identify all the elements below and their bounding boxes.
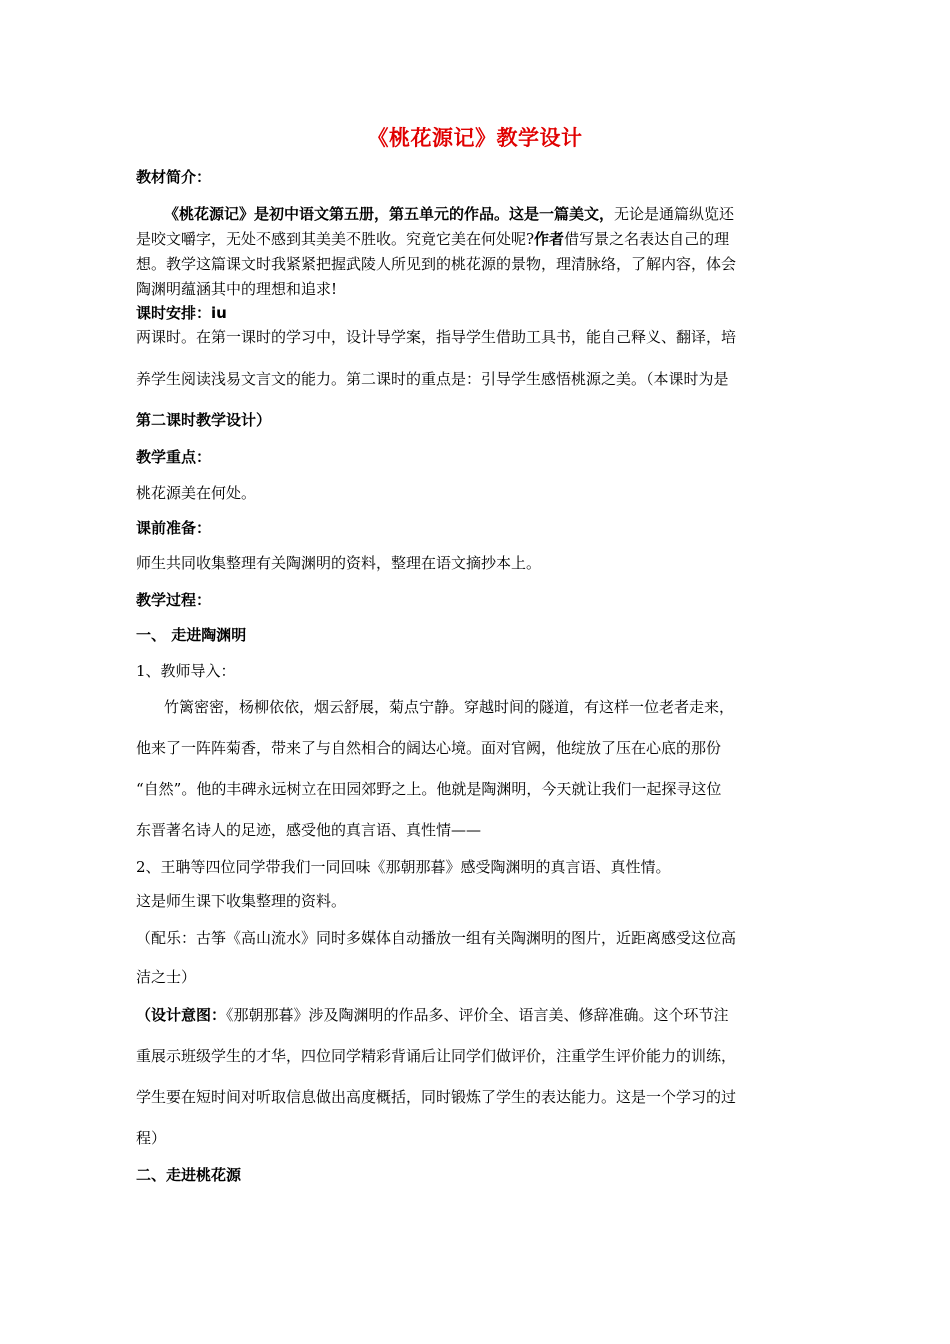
schedule-line-1: 两课时。在第一课时的学习中，设计导学案，指导学生借助工具书，能自己释义、翻译，培 — [136, 328, 737, 346]
schedule-line-2: 养学生阅读浅易文言文的能力。第二课时的重点是：引导学生感悟桃源之美。（本课时为是 — [136, 370, 729, 388]
prep-text: 师生共同收集整理有关陶渊明的资料，整理在语文摘抄本上。 — [136, 554, 542, 572]
design-intent-text: 《那朝那暮》涉及陶渊明的作品多、评价全、语言美、修辞准确。这个环节注 — [226, 1006, 729, 1024]
intro-text: 借写景之名表达自己的理 — [564, 230, 730, 248]
intro-heading: 教材简介： — [136, 168, 212, 186]
schedule-heading: 课时安排：iu — [136, 304, 227, 322]
schedule-line-3: 第二课时教学设计） — [136, 411, 272, 429]
intro-text: 无论是通篇纵览还 — [614, 205, 735, 223]
focus-text: 桃花源美在何处。 — [136, 484, 257, 502]
intro-paragraph-line-1: 竹篱密密，杨柳依依，烟云舒展，菊点宁静。穿越时间的隧道，有这样一位老者走来， — [164, 698, 735, 716]
intro-bold-text: 《桃花源记》是初中语文第五册，第五单元的作品。这是一篇美文， — [164, 205, 615, 223]
step-2: 2、王聃等四位同学带我们一同回味《那朝那暮》感受陶渊明的真言语、真性情。 — [136, 858, 671, 876]
intro-bold-text: 作者 — [534, 230, 565, 248]
design-intent-line-3: 学生要在短时间对听取信息做出高度概括，同时锻炼了学生的表达能力。这是一个学习的过 — [136, 1088, 737, 1106]
design-intent-line-2: 重展示班级学生的才华，四位同学精彩背诵后让同学们做评价，注重学生评价能力的训练， — [136, 1047, 737, 1065]
step-1: 1、教师导入： — [136, 662, 236, 680]
intro-paragraph-line-2: 他来了一阵阵菊香，带来了与自然相合的阔达心境。面对官阙，他绽放了压在心底的那份 — [136, 739, 722, 757]
step-2-note: 这是师生课下收集整理的资料。 — [136, 892, 347, 910]
music-note-line-1: （配乐：古筝《高山流水》同时多媒体自动播放一组有关陶渊明的图片，近距离感受这位高 — [136, 929, 737, 947]
document-title: 《桃花源记》教学设计 — [367, 126, 583, 150]
section-2-heading: 二、走进桃花源 — [136, 1166, 242, 1184]
intro-line-1 — [136, 203, 816, 225]
intro-paragraph-line-4: 东晋著名诗人的足迹，感受他的真言语、真性情—— — [136, 821, 482, 839]
intro-paragraph-line-3: “自然”。他的丰碑永远树立在田园郊野之上。他就是陶渊明，今天就让我们一起探寻这位 — [136, 780, 722, 798]
design-intent-line-1 — [136, 1004, 816, 1026]
section-1-heading: 一、 走进陶渊明 — [136, 626, 247, 644]
intro-line-3: 想。教学这篇课文时我紧紧把握武陵人所见到的桃花源的景物，理清脉络，了解内容，体会 — [136, 255, 737, 273]
prep-heading: 课前准备： — [136, 519, 212, 537]
intro-line-4: 陶渊明蕴涵其中的理想和追求! — [136, 280, 338, 298]
design-intent-line-4: 程） — [136, 1129, 167, 1147]
intro-text: 是咬文嚼字，无处不感到其美美不胜收。究竟它美在何处呢? — [136, 230, 535, 248]
process-heading: 教学过程： — [136, 591, 212, 609]
music-note-line-2: 洁之士） — [136, 968, 197, 986]
focus-heading: 教学重点： — [136, 448, 212, 466]
intro-line-2 — [136, 228, 816, 250]
design-intent-label: （设计意图： — [136, 1006, 227, 1024]
